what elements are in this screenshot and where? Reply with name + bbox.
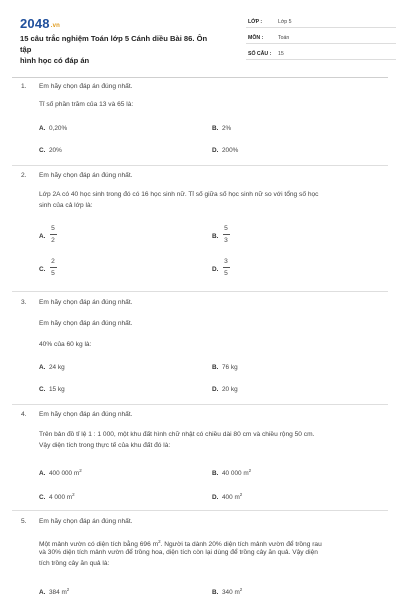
meta-count-value: 15 bbox=[278, 51, 284, 57]
text-part: Một mảnh vườn có diện tích bằng 696 m bbox=[39, 541, 159, 548]
fraction-bar bbox=[50, 267, 57, 268]
option-fraction bbox=[48, 224, 58, 245]
option-d[interactable] bbox=[212, 490, 242, 502]
fraction-denominator: 2 bbox=[51, 236, 55, 244]
option-a[interactable] bbox=[39, 466, 82, 478]
option-b[interactable] bbox=[212, 585, 242, 597]
question-number: 1. bbox=[21, 83, 27, 90]
option-text: 200% bbox=[222, 147, 239, 154]
question-text-line-2: và 30% diện tích mảnh vườn để trồng hoa, diện tích còn lại dùng để trồng cây ăn quả. Vậy diện bbox=[39, 549, 318, 556]
option-letter: A. bbox=[39, 364, 46, 371]
meta-subject-value: Toán bbox=[278, 35, 290, 41]
option-letter: B. bbox=[212, 125, 219, 132]
option-a[interactable] bbox=[39, 363, 65, 372]
question-divider bbox=[12, 291, 388, 292]
logo-text: 2048 bbox=[20, 16, 50, 31]
meta-subject-label: MÔN : bbox=[248, 35, 264, 41]
question-divider bbox=[12, 165, 388, 166]
question-text-line-2: Vậy diện tích trong thực tế của khu đất đó là: bbox=[39, 442, 171, 449]
option-text: 4 000 m bbox=[49, 494, 73, 501]
superscript: 2 bbox=[239, 492, 243, 497]
question-text-line-3: tích trồng cây ăn quả là: bbox=[39, 560, 110, 567]
question-instruction: Em hãy chọn đáp án đúng nhất. bbox=[39, 411, 133, 418]
meta-grade-value: Lớp 5 bbox=[278, 19, 292, 25]
option-letter: D. bbox=[212, 386, 219, 393]
question-text-line-1: Lớp 2A có 40 học sinh trong đó có 16 học sinh nữ. Tỉ số giữa số học sinh nữ so với tổng số học bbox=[39, 191, 319, 198]
fraction-numerator: 3 bbox=[224, 258, 228, 265]
page-title bbox=[20, 33, 220, 66]
option-text: 384 m bbox=[49, 589, 67, 596]
option-b[interactable] bbox=[212, 363, 238, 372]
site-logo[interactable] bbox=[20, 16, 60, 31]
option-letter: A. bbox=[39, 233, 46, 240]
question-text-line-2: sinh của cả lớp là: bbox=[39, 202, 93, 209]
worksheet-header bbox=[20, 12, 382, 74]
fraction-bar bbox=[50, 234, 57, 235]
option-text: 40 000 m bbox=[222, 470, 249, 477]
option-fraction bbox=[48, 257, 58, 278]
option-fraction bbox=[221, 257, 231, 278]
option-text: 76 kg bbox=[222, 364, 238, 371]
option-c[interactable] bbox=[39, 146, 62, 155]
option-letter: A. bbox=[39, 125, 46, 132]
question-number: 3. bbox=[21, 299, 27, 306]
option-b[interactable] bbox=[212, 124, 231, 133]
question-text: 40% của 60 kg là: bbox=[39, 341, 92, 348]
question-divider bbox=[12, 404, 388, 405]
option-a[interactable] bbox=[39, 585, 69, 597]
option-text: 400 000 m bbox=[49, 470, 80, 477]
superscript: 2 bbox=[158, 539, 161, 544]
title-line-1: 15 câu trắc nghiệm Toán lớp 5 Cánh diều Bài 86. Ôn tập bbox=[20, 34, 208, 54]
question-instruction: Em hãy chọn đáp án đúng nhất. bbox=[39, 518, 133, 525]
option-letter: B. bbox=[212, 364, 219, 371]
option-text: 340 m bbox=[222, 589, 240, 596]
option-d[interactable] bbox=[212, 385, 238, 394]
superscript: 2 bbox=[72, 492, 75, 497]
option-text: 2% bbox=[222, 125, 232, 132]
option-letter: D. bbox=[212, 494, 219, 501]
option-c[interactable] bbox=[39, 490, 75, 502]
meta-question-count bbox=[246, 48, 396, 60]
meta-subject bbox=[246, 32, 396, 44]
meta-count-label: SỐ CÂU : bbox=[248, 51, 272, 57]
option-text: 20 kg bbox=[222, 386, 238, 393]
option-text: 20% bbox=[49, 147, 62, 154]
option-letter: C. bbox=[39, 386, 46, 393]
fraction-denominator: 3 bbox=[224, 236, 228, 244]
option-letter: B. bbox=[212, 470, 219, 477]
logo-suffix: .vn bbox=[50, 23, 61, 29]
question-instruction: Em hãy chọn đáp án đúng nhất. bbox=[39, 172, 133, 179]
option-letter: D. bbox=[212, 266, 219, 273]
fraction-numerator: 5 bbox=[51, 225, 55, 232]
question-divider bbox=[12, 510, 388, 511]
option-text: 15 kg bbox=[49, 386, 65, 393]
question-number: 4. bbox=[21, 411, 27, 418]
option-letter: C. bbox=[39, 147, 46, 154]
question-text-line-1: Trên bản đồ tỉ lệ 1 : 1 000, một khu đất hình chữ nhật có chiều dài 80 cm và chiều rộng 50 cm. bbox=[39, 431, 315, 438]
meta-grade bbox=[246, 16, 396, 28]
option-text: 400 m bbox=[222, 494, 240, 501]
option-a[interactable] bbox=[39, 124, 67, 133]
option-letter: A. bbox=[39, 470, 46, 477]
superscript: 2 bbox=[79, 468, 82, 473]
question-number: 5. bbox=[21, 518, 27, 525]
option-letter: B. bbox=[212, 233, 219, 240]
option-letter: C. bbox=[39, 494, 46, 501]
option-c[interactable] bbox=[39, 385, 65, 394]
text-part: . Người ta dành 20% diện tích mảnh vườn để trồng rau bbox=[160, 541, 322, 548]
question-text: Tỉ số phần trăm của 13 và 65 là: bbox=[39, 101, 134, 108]
question-instruction-repeat: Em hãy chọn đáp án đúng nhất. bbox=[39, 320, 133, 327]
header-divider bbox=[12, 77, 388, 78]
fraction-numerator: 5 bbox=[224, 225, 228, 232]
option-d[interactable] bbox=[212, 146, 238, 155]
fraction-denominator: 5 bbox=[224, 269, 228, 277]
question-number: 2. bbox=[21, 172, 27, 179]
question-instruction: Em hãy chọn đáp án đúng nhất. bbox=[39, 299, 133, 306]
option-b[interactable] bbox=[212, 466, 251, 478]
meta-grade-label: LỚP : bbox=[248, 19, 263, 25]
option-letter: B. bbox=[212, 589, 219, 596]
superscript: 2 bbox=[248, 468, 252, 473]
fraction-denominator: 5 bbox=[51, 269, 55, 277]
superscript: 2 bbox=[66, 587, 70, 592]
option-text: 24 kg bbox=[49, 364, 65, 371]
title-line-2: hình học có đáp án bbox=[20, 56, 90, 65]
question-instruction: Em hãy chọn đáp án đúng nhất. bbox=[39, 83, 133, 90]
option-letter: C. bbox=[39, 266, 46, 273]
option-letter: D. bbox=[212, 147, 219, 154]
option-text: 0,20% bbox=[49, 125, 68, 132]
option-letter: A. bbox=[39, 589, 46, 596]
fraction-bar bbox=[223, 234, 230, 235]
fraction-numerator: 2 bbox=[51, 258, 55, 265]
fraction-bar bbox=[223, 267, 230, 268]
option-fraction bbox=[221, 224, 231, 245]
superscript: 2 bbox=[239, 587, 243, 592]
